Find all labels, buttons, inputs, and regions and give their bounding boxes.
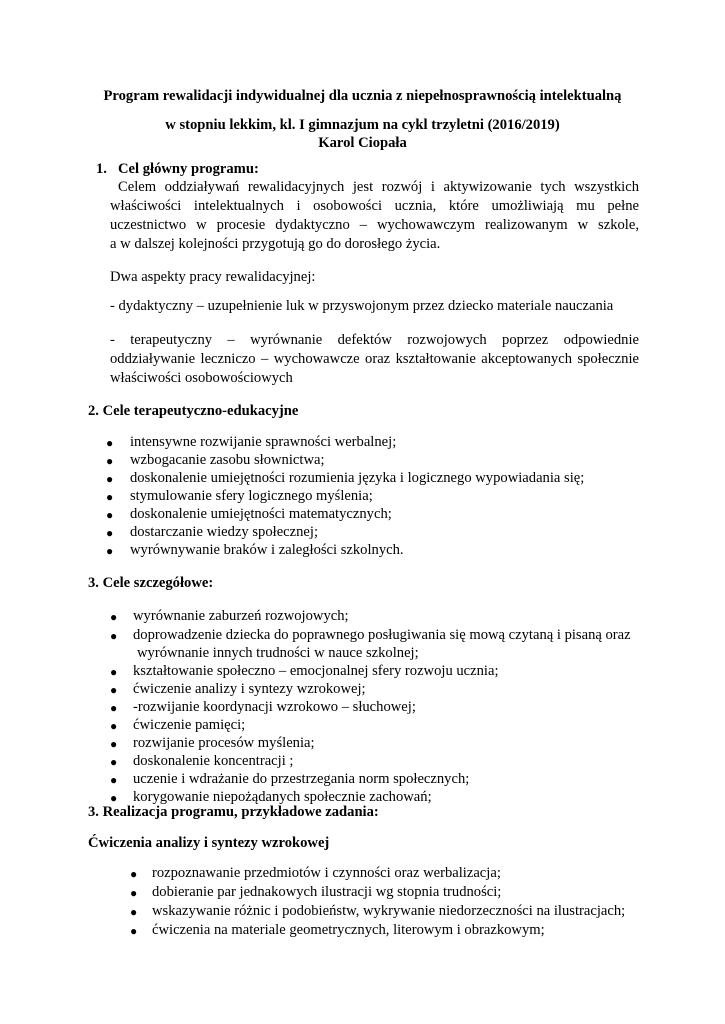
list-item-continuation: wyrównanie innych trudności w nauce szkolnej; xyxy=(137,645,419,661)
bullet-icon: ● xyxy=(106,526,114,540)
bullet-icon: ● xyxy=(110,737,118,751)
bullet-icon: ● xyxy=(110,629,118,643)
bullet-icon: ● xyxy=(110,683,118,697)
section4-heading: 3. Realizacja programu, przykładowe zadania: xyxy=(88,804,379,820)
document-author: Karol Ciopała xyxy=(318,135,407,151)
list-item: wskazywanie różnic i podobieństw, wykrywanie niedorzeczności na ilustracjach; xyxy=(152,903,626,919)
bullet-icon: ● xyxy=(106,544,114,558)
bullet-icon: ● xyxy=(110,773,118,787)
list-item: doskonalenie umiejętności rozumienia języka i logicznego wypowiadania się; xyxy=(130,470,585,486)
list-item: -rozwijanie koordynacji wzrokowo – słuchowej; xyxy=(133,699,416,715)
list-item: doskonalenie koncentracji ; xyxy=(133,753,294,769)
section2-heading: 2. Cele terapeutyczno-edukacyjne xyxy=(88,403,299,419)
list-item: intensywne rozwijanie sprawności werbalnej; xyxy=(130,434,397,450)
aspect-therapeutic-line: oddziaływanie leczniczo – wychowawcze oraz kształtowanie akceptowanych społecznie xyxy=(110,351,639,367)
list-item: wzbogacanie zasobu słownictwa; xyxy=(130,452,325,468)
section1-heading: Cel główny programu: xyxy=(118,161,259,177)
list-item: ćwiczenie pamięci; xyxy=(133,717,246,733)
list-item: wyrównywanie braków i zaległości szkolnych. xyxy=(130,542,404,558)
list-item: dostarczanie wiedzy społecznej; xyxy=(130,524,319,540)
bullet-icon: ● xyxy=(106,508,114,522)
bullet-icon: ● xyxy=(110,755,118,769)
section1-number: 1. xyxy=(96,161,107,177)
section3-heading: 3. Cele szczegółowe: xyxy=(88,575,214,591)
list-item: stymulowanie sfery logicznego myślenia; xyxy=(130,488,373,504)
bullet-icon: ● xyxy=(110,791,118,805)
document-title-line1: Program rewalidacji indywidualnej dla ucznia z niepełnosprawnością intelektualną xyxy=(103,88,622,104)
aspects-intro: Dwa aspekty pracy rewalidacyjnej: xyxy=(110,269,316,285)
list-item: korygowanie niepożądanych społecznie zachowań; xyxy=(133,789,432,805)
aspect-therapeutic-line: - terapeutyczny – wyrównanie defektów rozwojowych poprzez odpowiednie xyxy=(110,332,639,348)
section1-para-line: Celem oddziaływań rewalidacyjnych jest rozwój i aktywizowanie tych wszystkich xyxy=(118,179,639,195)
list-item: rozpoznawanie przedmiotów i czynności oraz werbalizacja; xyxy=(152,865,501,881)
list-item: doskonalenie umiejętności matematycznych; xyxy=(130,506,392,522)
list-item: wyrównanie zaburzeń rozwojowych; xyxy=(133,608,349,624)
bullet-icon: ● xyxy=(110,665,118,679)
aspect-didactic: - dydaktyczny – uzupełnienie luk w przyswojonym przez dziecko materiale nauczania xyxy=(110,298,614,314)
bullet-icon: ● xyxy=(106,436,114,450)
section4-subheading: Ćwiczenia analizy i syntezy wzrokowej xyxy=(88,835,330,851)
bullet-icon: ● xyxy=(130,886,138,900)
list-item: rozwijanie procesów myślenia; xyxy=(133,735,315,751)
bullet-icon: ● xyxy=(130,905,138,919)
bullet-icon: ● xyxy=(130,867,138,881)
bullet-icon: ● xyxy=(110,610,118,624)
list-item: kształtowanie społeczno – emocjonalnej sfery rozwoju ucznia; xyxy=(133,663,499,679)
bullet-icon: ● xyxy=(130,924,138,938)
bullet-icon: ● xyxy=(110,701,118,715)
aspect-therapeutic-line: właściwości osobowościowych xyxy=(110,370,293,386)
bullet-icon: ● xyxy=(106,472,114,486)
section1-para-line: uczestnictwo w procesie dydaktyczno – wychowawczym realizowanym w szkole, xyxy=(110,217,639,233)
list-item: uczenie i wdrażanie do przestrzegania norm społecznych; xyxy=(133,771,470,787)
bullet-icon: ● xyxy=(106,454,114,468)
list-item: doprowadzenie dziecka do poprawnego posługiwania się mową czytaną i pisaną oraz xyxy=(133,627,631,643)
bullet-icon: ● xyxy=(106,490,114,504)
document-title-line2: w stopniu lekkim, kl. I gimnazjum na cykl trzyletni (2016/2019) xyxy=(165,117,560,133)
list-item: ćwiczenie analizy i syntezy wzrokowej; xyxy=(133,681,366,697)
section1-para-line: właściwości intelektualnych i osobowości ucznia, które umożliwiają mu pełne xyxy=(110,198,639,214)
bullet-icon: ● xyxy=(110,719,118,733)
section1-para-line: a w dalszej kolejności przygotują go do dorosłego życia. xyxy=(110,236,441,252)
list-item: dobieranie par jednakowych ilustracji wg stopnia trudności; xyxy=(152,884,502,900)
list-item: ćwiczenia na materiale geometrycznych, literowym i obrazkowym; xyxy=(152,922,545,938)
